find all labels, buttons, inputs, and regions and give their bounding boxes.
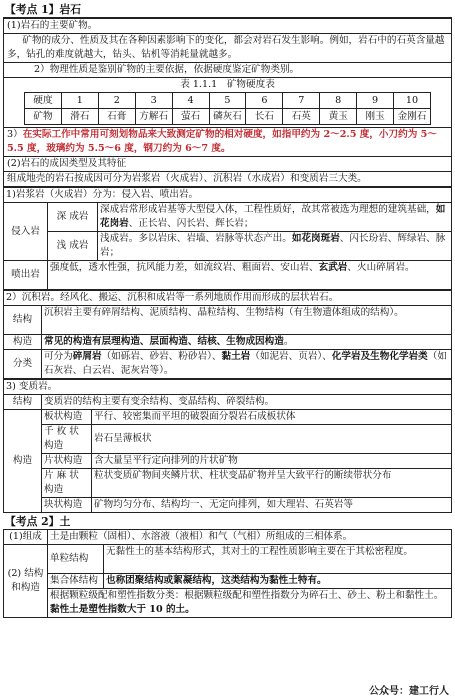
sed-structure-label: 结构 [4,306,42,335]
text: 、正长岩、闪长岩、辉长岩； [128,218,254,229]
minerals-paragraph-2: 2）物理性质是鉴别矿物的主要依据，依据硬度鉴定矿物类别。 [4,63,451,78]
text: （如泥岩、页岩）、 [250,351,332,362]
cell: 1 [61,93,98,109]
sedimentary-table [3,290,452,379]
meta-structure-label: 结构 [4,395,42,410]
document-page [3,2,452,618]
text: （如砾岩、砂岩、粉砂岩）、 [101,351,222,362]
section-title-kp1: 【考点 1】岩石 [3,2,452,18]
sed-classify-text [42,350,452,379]
text: （如石灰岩、白云岩、泥灰岩等）。 [44,351,447,376]
cell: 9 [357,93,394,109]
bold: 黏土岩 [221,351,251,362]
deep-text [98,203,452,232]
cell: 矿物 [25,109,62,125]
text: 可分为 [44,351,73,362]
igneous-head: 1)岩浆岩（火成岩）分为：侵入岩、喷出岩。 [4,188,452,203]
soil-table [3,529,452,618]
meta-item-desc: 平行、较密集而平坦的破裂面分裂岩石成板状体 [92,410,452,425]
genesis-title: (2)岩石的成因类型及其特征 [4,157,451,172]
text: 、闪长玢岩、辉绿岩、脉岩； [100,233,446,258]
minerals-paragraph-3 [4,127,451,156]
cell: 7 [283,93,320,109]
footer-watermark: 公众号：建工行人 [369,686,449,697]
genesis-block [3,157,452,187]
p3-prefix: 3） [7,129,23,140]
section-title-kp2: 【考点 2】土 [5,515,71,528]
minerals-paragraph-1: 矿物的成分、性质及其在各种因素影响下的变化，都会对岩石发生影响。例如，岩石中的石英含量越多，钻孔的难度就越大，钻头、钻机等消耗量就越多。 [4,34,451,63]
cell: 石膏 [98,109,135,125]
meta-item-name: 板状构造 [42,410,92,425]
single-label: 单粒结构 [48,545,104,574]
cell: 4 [172,93,209,109]
single-text: 无黏性土的基本结构形式，其对土的工程性质影响主要在于其松密程度。 [104,545,452,574]
minerals-block [3,18,452,157]
sed-construct-label: 构造 [4,335,42,350]
meta-construct-label: 构造 [4,410,42,513]
text: 强度低，透水性强，抗风能力差，如流纹岩、粗面岩、安山岩、 [50,262,319,273]
cell: 磷灰石 [209,109,246,125]
bold: 化学岩及生物化学岩类 [331,351,428,362]
hardness-table [24,92,431,125]
metamorphic-table [3,379,452,513]
text: 、火山碎屑岩。 [347,262,415,273]
cell: 2 [98,93,135,109]
igneous-table [3,187,452,290]
cell: 8 [320,93,357,109]
sedimentary-head: 2）沉积岩。经风化、搬运、沉积和成岩等一系列地质作用而形成的层状岩石。 [4,291,452,306]
cell: 刚玉 [357,109,394,125]
hardness-row [25,93,431,109]
meta-item-desc: 矿物均匀分布、结构均一、无定向排列，如大理岩、石英岩等 [92,498,452,513]
cell: 滑石 [61,109,98,125]
bold: 碎屑岩 [72,351,102,362]
meta-item-desc: 粒状变质矿物间夹鳞片状、柱状变晶矿物并呈大致平行的断续带状分布 [92,469,452,498]
deep-label: 深 成岩 [48,203,98,232]
text: 浅成岩。多以岩床、岩墙、岩脉等状态产出。 [100,233,292,244]
bold: 玄武岩 [318,262,348,273]
cell: 10 [394,93,431,109]
meta-item-name: 千 枚 状 构造 [42,425,92,454]
cell: 石英 [283,109,320,125]
meta-structure-text: 变质岩的结构主要有变余结构、变晶结构、碎裂结构。 [42,395,452,410]
aggregate-text: 也称团聚结构或絮凝结构，这类结构为黏性土特有。 [104,574,452,589]
comp-label: (1)组成 [4,530,48,545]
meta-item-name: 片 麻 状 构造 [42,469,92,498]
cell: 6 [246,93,283,109]
meta-item-name: 片状构造 [42,454,92,469]
metamorphic-head: 3) 变质岩。 [4,380,452,395]
sc-label: (2) 结构和构造 [4,545,48,618]
cell: 长石 [246,109,283,125]
cell: 萤石 [172,109,209,125]
meta-item-name: 块状构造 [42,498,92,513]
intrusive-label: 侵入岩 [4,203,48,261]
shallow-label: 浅 成岩 [48,232,98,261]
hardness-table-caption: 表 1.1.1 矿物硬度表 [180,79,275,90]
bold: 如花岗斑岩 [291,233,340,244]
meta-item-desc: 岩石呈薄板状 [92,425,452,454]
shallow-text [98,232,452,261]
cell: 5 [209,93,246,109]
p3-bold: 在实际工作中常用可刻划物品来大致测定矿物的相对硬度，如指甲约为 2～2.5 度，小刀约为 5～5.5 度，玻璃约为 5.5～6 度，钢刀约为 6～7 度。 [7,129,437,154]
genesis-intro: 组成地壳的岩石按成因可分为岩浆岩（火成岩）、沉积岩（水成岩）和变质岩三大类。 [7,173,367,184]
meta-item-desc: 含大量呈平行定向排列的片状矿物 [92,454,452,469]
text: 深成岩常形成岩基等大型侵入体，工程性质好，故其常被选为理想的建筑基础， [100,204,436,215]
bold: 如花岗岩 [100,204,446,229]
sed-structure-text: 沉积岩主要有碎屑结构、泥质结构、晶粒结构、生物结构（有生物遗体组成的结构）。 [42,306,452,335]
cell: 黄玉 [320,109,357,125]
comp-text: 土是由颗粒（固相）、水溶液（液相）和气（气相）所组成的三相体系。 [48,530,452,545]
cell: 硬度 [25,93,62,109]
mineral-row [25,109,431,125]
sed-classify-label: 分类 [4,350,42,379]
cell: 3 [135,93,172,109]
text: 根据颗粒级配和塑性指数分类：根据颗粒级配和塑性指数分为碎石土、砂土、粉土和黏性土。 [50,590,444,601]
aggregate-label: 集合体结构 [48,574,104,589]
extrusive-text [48,261,452,290]
soil-classify-text [48,589,452,618]
cell: 方解石 [135,109,172,125]
text: 。 [283,336,294,347]
minerals-title: (1)岩石的主要矿物。 [4,19,451,34]
bold: 黏性土是塑性指数大于 10 的土。 [50,604,195,615]
bold: 常见的构造有层理构造、层面构造、结核、生物成因构造 [44,336,284,347]
sed-construct-text [42,335,452,350]
extrusive-label: 喷出岩 [4,261,48,290]
cell: 金刚石 [394,109,431,125]
